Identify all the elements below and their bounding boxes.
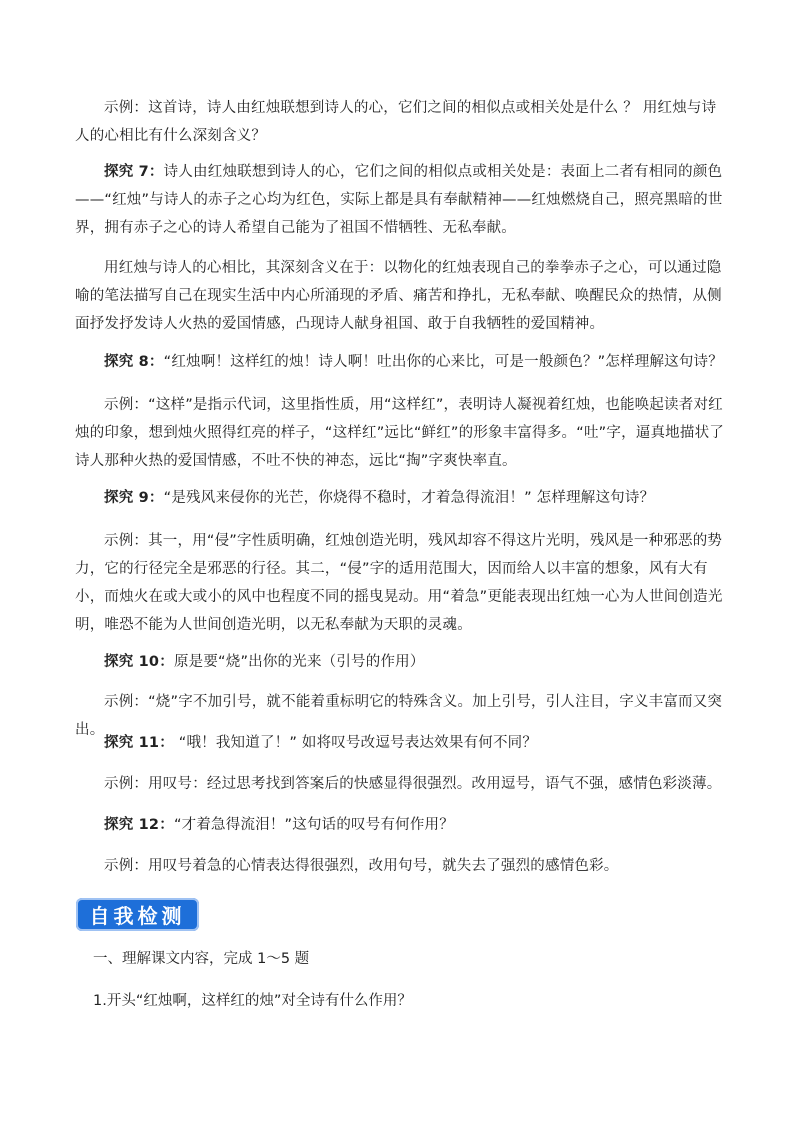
paragraph-explore-8: 探究 8：“红烛啊！这样红的烛！诗人啊！吐出你的心来比，可是一般颜色？”怎样理解这句诗？: [104, 354, 723, 370]
paragraph-meaning: 用红烛与诗人的心相比，其深刻含义在于：以物化的红烛表现自己的拳拳赤子之心，可以通过隐喻的笔法描写自己在现实生活中内心所涌现的矛盾、痛苦和挣扎，无私奉献、唤醒民众的热情，从侧面抒发抒发诗人火热的爱国情感，凸现诗人献身祖国、敢于自我牺牲的爱国精神。: [75, 260, 722, 332]
exercise-heading: 一、理解课文内容，完成 1～5 题: [93, 951, 310, 967]
paragraph-explore-12: 探究 12：“才着急得流泪！”这句话的叹号有何作用？: [104, 817, 454, 833]
question-1: 1.开头“红烛啊，这样红的烛”对全诗有什么作用？: [93, 993, 412, 1009]
paragraph-example-intro: 示例：这首诗，诗人由红烛联想到诗人的心，它们之间的相似点或相关处是什么 ？ 用红烛与诗人的心相比有什么深刻含义？: [75, 100, 717, 144]
paragraph-example-9: 示例：其一，用“侵”字性质明确，红烛创造光明，残风却容不得这片光明，残风是一种邪恶的势力，它的行径完全是邪恶的行径。其二，“侵”字的适用范围大，因而给人以丰富的想象，风有大有小，而烛火在或大或小的风中也程度不同的摇曳晃动。用“着急”更能表现出红烛一心为人世间创造光明，唯恐不能为人世间创造光明，以无私奉献为天职的灵魂。: [75, 533, 723, 633]
paragraph-example-10: 示例：“烧”字不加引号，就不能着重标明它的特殊含义。加上引号，引人注目，字义丰富而又突出。: [75, 694, 723, 738]
paragraph-explore-11: 探究 11： “哦！我知道了！” 如将叹号改逗号表达效果有何不同？: [104, 735, 538, 751]
section-badge-label: 自我检测: [89, 904, 186, 928]
paragraph-explore-9: 探究 9：“是残风来侵你的光芒，你烧得不稳时，才着急得流泪！” 怎样理解这句诗？: [104, 490, 655, 506]
paragraph-explore-7: 探究 7：诗人由红烛联想到诗人的心，它们之间的相似点或相关处是：表面上二者有相同的颜色——“红烛”与诗人的赤子之心均为红色，实际上都是具有奉献精神——红烛燃烧自己，照亮黑暗的世界，拥有赤子之心的诗人希望自己能为了祖国不惜牺牲、无私奉献。: [75, 164, 723, 236]
self-check-section-badge: [76, 898, 199, 931]
paragraph-example-12: 示例：用叹号着急的心情表达得很强烈，改用句号，就失去了强烈的感情色彩。: [104, 858, 619, 874]
paragraph-example-8: 示例：“这样”是指示代词，这里指性质，用“这样红”，表明诗人凝视着红烛，也能唤起读者对红烛的印象，想到烛火照得红亮的样子，“这样红”远比“鲜红”的形象丰富得多。“吐”字，逼真地描状了诗人那种火热的爱国情感，不吐不快的神态，远比“掏”字爽快率直。: [75, 397, 724, 469]
paragraph-explore-10: 探究 10：原是要“烧”出你的光来（引号的作用）: [104, 654, 425, 670]
paragraph-example-11: 示例：用叹号：经过思考找到答案后的快感显得很强烈。改用逗号，语气不强，感情色彩淡薄。: [104, 776, 722, 792]
